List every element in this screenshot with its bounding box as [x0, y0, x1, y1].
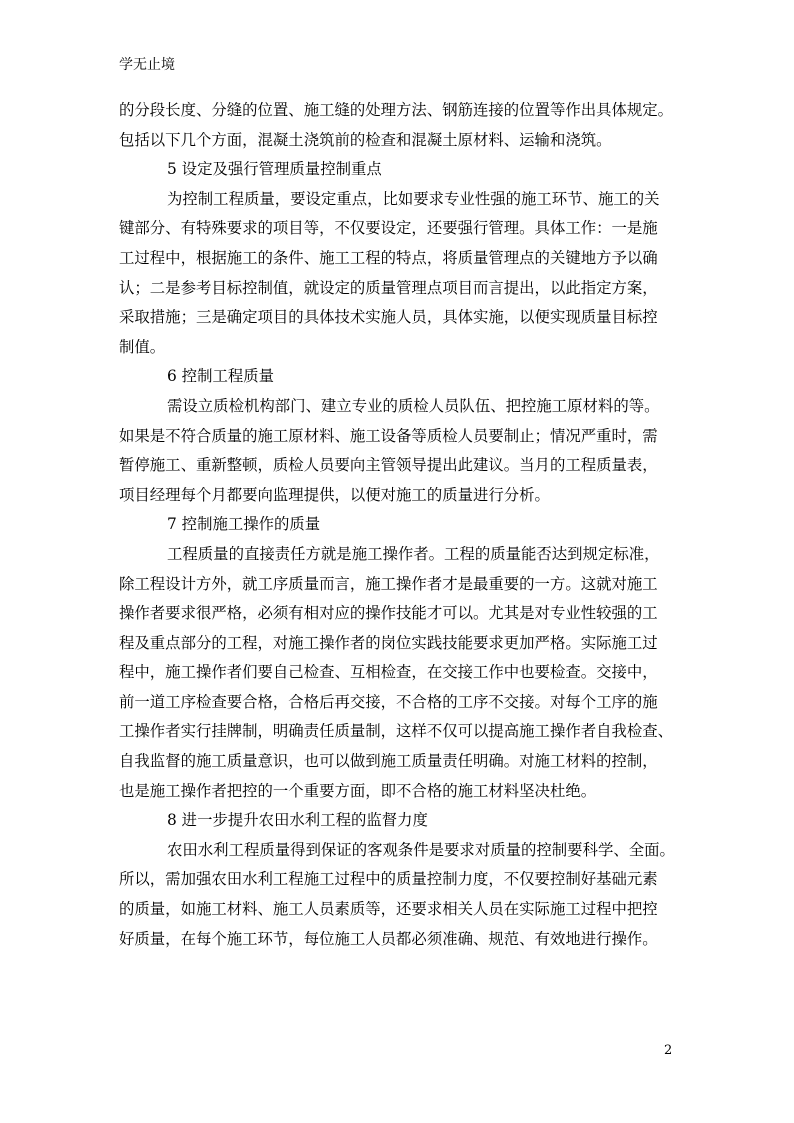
text-line: 包括以下几个方面，混凝土浇筑前的检查和混凝土原材料、运输和浇筑。 — [119, 130, 612, 149]
text-line: 工过程中，根据施工的条件、施工工程的特点，将质量管理点的关键地方予以确 — [119, 248, 658, 267]
text-line: 所以，需加强农田水利工程施工过程中的质量控制力度，不仅要控制好基础元素 — [119, 870, 658, 889]
section-heading: 5 设定及强行管理质量控制重点 — [167, 160, 382, 179]
text-line: 农田水利工程质量得到保证的客观条件是要求对质量的控制要科学、全面。 — [167, 840, 675, 859]
section-heading: 6 控制工程质量 — [167, 367, 275, 386]
text-line: 的质量，如施工材料、施工人员素质等，还要求相关人员在实际施工过程中把控 — [119, 900, 658, 919]
text-line: 前一道工序检查要合格，合格后再交接，不合格的工序不交接。对每个工序的施 — [119, 692, 658, 711]
text-line: 制值。 — [119, 337, 166, 356]
text-line: 程中，施工操作者们要自己检查、互相检查，在交接工作中也要检查。交接中， — [119, 663, 658, 682]
text-line: 键部分、有特殊要求的项目等，不仅要设定，还要强行管理。具体工作：一是施 — [119, 219, 658, 238]
text-line: 认；二是参考目标控制值，就设定的质量管理点项目而言提出，以此指定方案， — [119, 278, 658, 297]
text-line: 也是施工操作者把控的一个重要方面，即不合格的施工材料坚决杜绝。 — [119, 781, 597, 800]
text-line: 暂停施工、重新整顿，质检人员要向主管领导提出此建议。当月的工程质量表， — [119, 456, 658, 475]
text-line: 操作者要求很严格，必须有相对应的操作技能才可以。尤其是对专业性较强的工 — [119, 604, 658, 623]
text-line: 工程质量的直接责任方就是施工操作者。工程的质量能否达到规定标准， — [167, 544, 660, 563]
text-line: 项目经理每个月都要向监理提供，以便对施工的质量进行分析。 — [119, 485, 550, 504]
page-header: 学无止境 — [119, 57, 175, 73]
text-line: 需设立质检机构部门、建立专业的质检人员队伍、把控施工原材料的等。 — [167, 396, 660, 415]
document-body — [119, 96, 679, 954]
text-line: 为控制工程质量，要设定重点，比如要求专业性强的施工环节、施工的关 — [167, 189, 660, 208]
text-line: 采取措施；三是确定项目的具体技术实施人员，具体实施，以便实现质量目标控 — [119, 308, 658, 327]
text-line: 如果是不符合质量的施工原材料、施工设备等质检人员要制止；情况严重时，需 — [119, 426, 658, 445]
text-line: 的分段长度、分缝的位置、施工缝的处理方法、钢筋连接的位置等作出具体规定。 — [119, 101, 674, 119]
section-heading: 8 进一步提升农田水利工程的监督力度 — [167, 811, 428, 830]
section-heading: 7 控制施工操作的质量 — [167, 515, 321, 534]
text-line: 程及重点部分的工程，对施工操作者的岗位实践技能要求更加严格。实际施工过 — [119, 633, 658, 652]
text-line: 自我监督的施工质量意识，也可以做到施工质量责任明确。对施工材料的控制， — [119, 752, 658, 771]
text-line: 除工程设计方外，就工序质量而言，施工操作者才是最重要的一方。这就对施工 — [119, 574, 658, 593]
text-line: 好质量，在每个施工环节，每位施工人员都必须准确、规范、有效地进行操作。 — [119, 929, 658, 948]
text-line: 工操作者实行挂牌制，明确责任质量制，这样不仅可以提高施工操作者自我检查、 — [119, 722, 674, 741]
page-number: 2 — [664, 1043, 673, 1058]
